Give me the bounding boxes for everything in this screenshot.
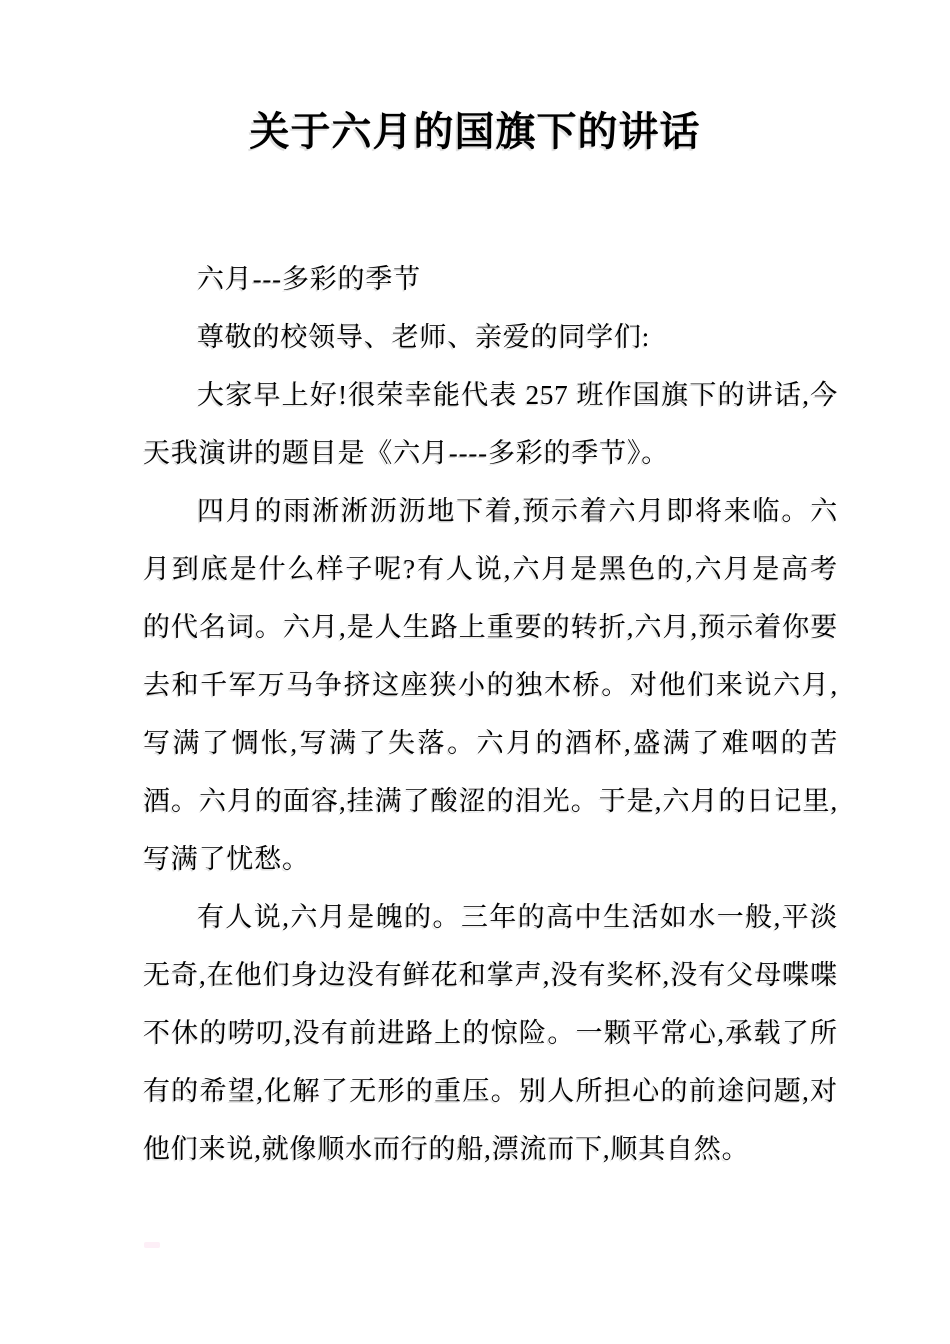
document-body bbox=[143, 250, 838, 1178]
paragraph-body-2: 有人说,六月是魄的。三年的高中生活如水一般,平淡无奇,在他们身边没有鲜花和掌声,没有奖杯,没有父母喋喋不休的唠叨,没有前进路上的惊险。一颗平常心,承载了所有的希望,化解了无形的重压。别人所担心的前途问题,对他们来说,就像顺水而行的船,漂流而下,顺其自然。 bbox=[143, 902, 838, 1164]
watermark-artifact bbox=[144, 1242, 160, 1248]
paragraph-subtitle: 六月---多彩的季节 bbox=[197, 264, 421, 294]
paragraph-greeting: 大家早上好!很荣幸能代表 257 班作国旗下的讲话,今天我演讲的题目是《六月----多彩的季节》。 bbox=[143, 380, 838, 468]
document-title: 关于六月的国旗下的讲话 bbox=[249, 109, 701, 154]
paragraph-body-1: 四月的雨淅淅沥沥地下着,预示着六月即将来临。六月到底是什么样子呢?有人说,六月是黑色的,六月是高考的代名词。六月,是人生路上重要的转折,六月,预示着你要去和千军万马争挤这座狭小的独木桥。对他们来说六月,写满了惆怅,写满了失落。六月的酒杯,盛满了难咽的苦酒。六月的面容,挂满了酸涩的泪光。于是,六月的日记里,写满了忧愁。 bbox=[143, 496, 838, 874]
paragraph-salutation: 尊敬的校领导、老师、亲爱的同学们: bbox=[197, 322, 651, 352]
